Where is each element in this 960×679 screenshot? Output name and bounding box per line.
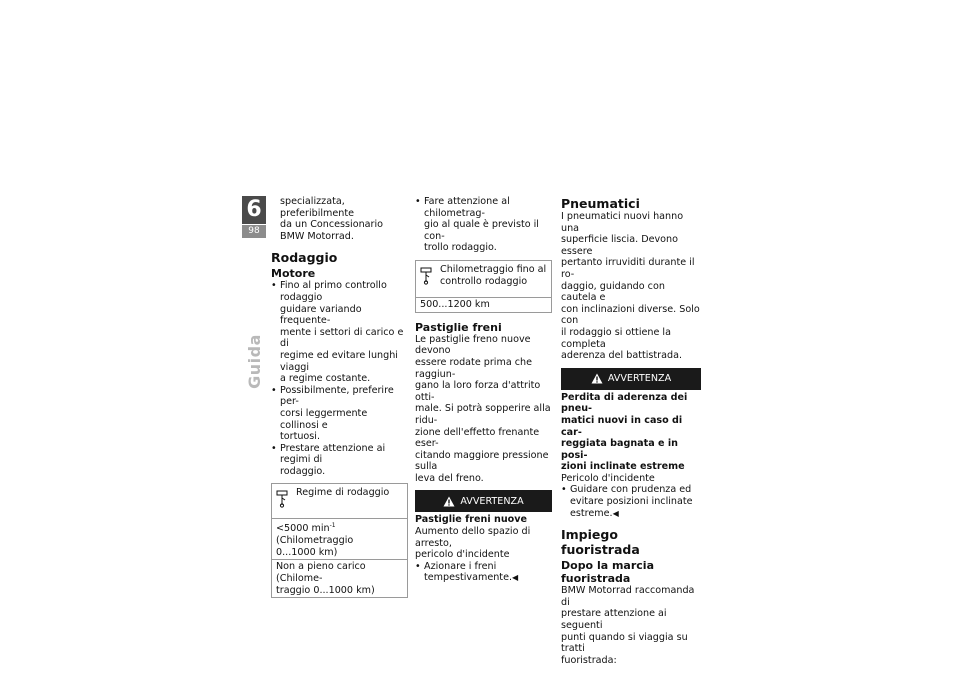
heading-pneumatici: Pneumatici xyxy=(561,196,640,211)
table-row: <5000 $\min^{-1}$ (Chilometraggio 0...1000 km) xyxy=(272,518,407,559)
intro-text: specializzata, preferibilmente da un Concessionario BMW Motorrad. xyxy=(280,196,384,242)
end-mark-icon: ◀ xyxy=(612,508,619,518)
heading-dopo-marcia: Dopo la marcia fuoristrada xyxy=(561,559,654,586)
table-row: Non a pieno carico (Chilome- traggio 0...1000 km) xyxy=(272,559,407,597)
bullet-glyph: • xyxy=(415,196,421,207)
heading-rodaggio: Rodaggio xyxy=(271,250,338,266)
bullet-glyph: • xyxy=(415,560,421,572)
bullet-item: • Guidare con prudenza ed evitare posizioni inclinate estreme.◀ xyxy=(561,484,693,519)
warning-triangle-icon xyxy=(591,373,603,384)
odometer-gauge-icon xyxy=(276,490,288,508)
warning-title: Pastiglie freni nuove xyxy=(415,514,528,526)
table-title: Chilometraggio fino al controllo rodaggio xyxy=(440,263,547,287)
heading-pastiglie: Pastiglie freni xyxy=(415,320,502,334)
bullet-item: • Fare attenzione al chilometrag- gio al quale è previsto il con- trollo rodaggio. xyxy=(415,196,539,254)
column-3: Pneumatici I pneumatici nuovi hanno una superficie liscia. Devono essere pertanto irruviditi durante il ro- daggio, guidando con cautela e con inclinazioni diverse. Solo con il rodaggio si ottiene la completa aderenza del battistrada. AVVERTENZA Perdita di aderenza dei pneu- matici nuovi in caso di car- reggiata bagnata e in posi- zioni inclinate estreme Pericolo d'incidente • Guidare con prudenza ed evitare posizioni inclinate estreme.◀ Impiego fuoristrada Dopo la marcia fuoristrada BMW Motorrad raccomanda di prestare attenzione ai seguenti punti quando si viaggia su tratti fuoristrada: xyxy=(561,196,700,666)
dopo-text: BMW Motorrad raccomanda di prestare attenzione ai seguenti punti quando si viaggia su tratti fuoristrada: xyxy=(561,585,695,666)
chapter-number: 6 xyxy=(242,196,266,224)
heading-motore: Motore xyxy=(271,267,316,281)
warning-label: AVVERTENZA xyxy=(460,495,524,507)
controllo-table xyxy=(415,260,552,313)
bullet-item: • Prestare attenzione ai regimi di rodaggio. xyxy=(271,442,386,477)
bullet-glyph: • xyxy=(271,280,277,292)
rodaggio-table xyxy=(271,483,408,598)
warning-triangle-icon xyxy=(443,496,455,507)
heading-impiego-fuoristrada: Impiego fuoristrada xyxy=(561,527,640,558)
column-1 xyxy=(271,196,408,598)
section-label-text: Guida xyxy=(244,333,264,389)
chapter-tab xyxy=(242,196,266,238)
table-title: Regime di rodaggio xyxy=(296,487,390,499)
warning-title: Perdita di aderenza dei pneu- matici nuovi in caso di car- reggiata bagnata e in posi- zioni inclinate estreme xyxy=(561,391,688,473)
bullet-glyph: • xyxy=(271,384,277,396)
bullet-glyph: • xyxy=(271,442,277,454)
bullet-item: • Azionare i freni tempestivamente.◀ xyxy=(415,560,519,584)
warning-banner xyxy=(415,490,552,512)
pneumatici-text: I pneumatici nuovi hanno una superficie liscia. Devono essere pertanto irruviditi durante il ro- daggio, guidando con cautela e con inclinazioni diverse. Solo con il rodaggio si ottiene la completa aderenza del battistrada. xyxy=(561,211,700,362)
table-header xyxy=(416,261,551,297)
page-number: 98 xyxy=(242,225,266,238)
bullet-item: • Possibilmente, preferire per- corsi leggermente collinosi e tortuosi. xyxy=(271,384,394,443)
column-2: • Fare attenzione al chilometrag- gio al quale è previsto il con- trollo rodaggio. Chilometraggio fino al controllo rodaggio 500...1200 km Pastiglie freni Le pastiglie freno nuove devono essere rodate prima che raggiun- gano la loro forza d'attrito otti- male. Si potrà sopperire alla ridu- zione dell'effetto frenante eser- citando maggiore pressione sulla leva del freno. AVVERTENZA Pastiglie freni nuove Aumento dello spazio di arresto, pericolo d'incidente • Azionare i freni tempestivamente.◀ xyxy=(415,196,551,584)
warning-banner xyxy=(561,368,701,390)
section-label xyxy=(242,316,266,406)
pastiglie-text: Le pastiglie freno nuove devono essere rodate prima che raggiun- gano la loro forza d'attrito otti- male. Si potrà sopperire alla ridu- zione dell'effetto frenante eser- citando maggiore pressione sulla leva del freno. xyxy=(415,333,551,484)
end-mark-icon: ◀ xyxy=(512,573,519,583)
warning-label: AVVERTENZA xyxy=(607,372,672,384)
odometer-gauge-icon xyxy=(420,267,432,285)
table-row: 500...1200 km xyxy=(416,297,551,312)
table-header xyxy=(272,484,407,518)
bullet-glyph: • xyxy=(561,484,567,496)
bullet-item: • Fino al primo controllo rodaggio guidare variando frequente- mente i settori di carico e di regime ed evitare lunghi viaggi a regime costante. xyxy=(271,280,404,385)
